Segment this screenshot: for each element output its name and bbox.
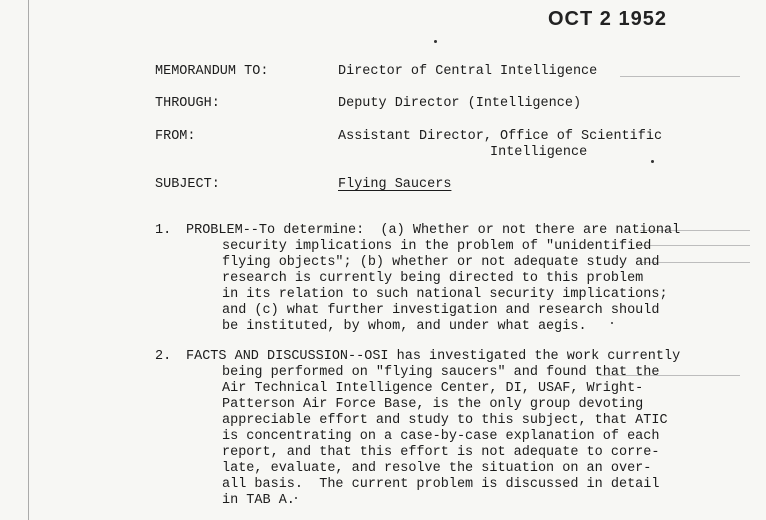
paragraph-number: 1. [155,223,172,238]
paragraph-line: late, evaluate, and resolve the situation on an over- [222,461,652,476]
paragraph-line: being performed on "flying saucers" and found that the [222,365,660,380]
paragraph-number: 2. [155,349,172,364]
paragraph-line: research is currently being directed to this problem [222,271,644,286]
paragraph-line: appreciable effort and study to this subject, that ATIC [222,413,668,428]
paragraph-line: Air Technical Intelligence Center, DI, USAF, Wright- [222,381,644,396]
scan-speck [434,40,437,43]
scan-speck [651,160,654,163]
memo-to-value: Director of Central Intelligence [338,64,598,79]
paragraph-line: Patterson Air Force Base, is the only group devoting [222,397,644,412]
from-label: FROM: [155,129,196,144]
paragraph-line: PROBLEM--To determine: (a) Whether or not there are national [186,223,681,238]
memo-to-label: MEMORANDUM TO: [155,64,269,79]
paragraph-line: be instituted, by whom, and under what aegis. [222,319,587,334]
paragraph-line: flying objects"; (b) whether or not adequate study and [222,255,660,270]
paragraph-line: in TAB A. [222,493,295,508]
scan-speck [295,497,297,499]
date-stamp: OCT 2 1952 [548,8,667,30]
through-value: Deputy Director (Intelligence) [338,96,582,111]
paragraph-line: all basis. The current problem is discussed in detail [222,477,660,492]
paragraph-line: in its relation to such national security implications; [222,287,668,302]
subject-label: SUBJECT: [155,177,220,192]
scan-rule [640,245,750,246]
scan-speck [611,322,613,324]
paragraph-line: report, and that this effort is not adequate to corre- [222,445,660,460]
paragraph-line: FACTS AND DISCUSSION--OSI has investigated the work currently [186,349,681,364]
subject-value: Flying Saucers [338,177,452,192]
from-value: Assistant Director, Office of Scientific [338,129,663,144]
through-label: THROUGH: [155,96,220,111]
paragraph-line: and (c) what further investigation and research should [222,303,660,318]
page-edge-line [28,0,29,520]
paragraph-line: is concentrating on a case-by-case explanation of each [222,429,660,444]
from-value-continuation: Intelligence [490,145,588,160]
paragraph-line: security implications in the problem of "unidentified [222,239,652,254]
scan-rule [620,76,740,77]
